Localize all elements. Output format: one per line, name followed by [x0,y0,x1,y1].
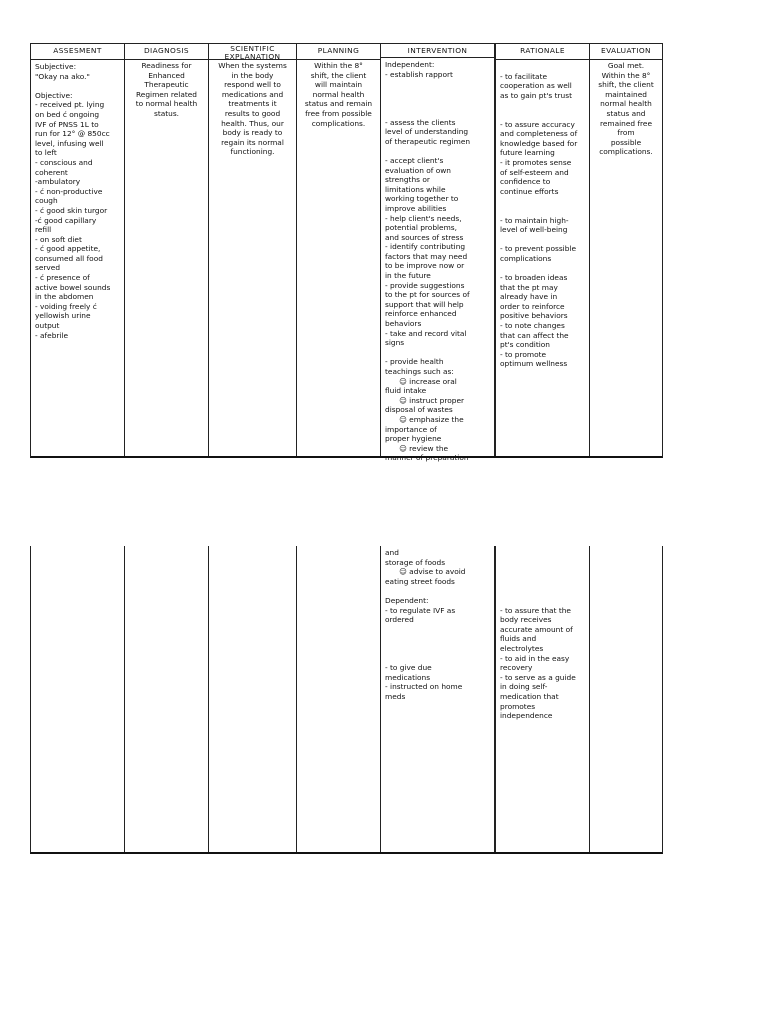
planning-header: PLANNING [297,44,380,60]
rationale-column [496,44,590,456]
rationale-cell: - to facilitate cooperation as well as to gain pt's trust - to assure accuracy and completeness of knowledge based for future learning - it promotes sense of self-esteem and confidence to continue efforts - to maintain high- level of well-being - to prevent possible complications - to broaden ideas that the pt may already have in order to reinforce positive behaviors - to note changes that can affect the pt's condition - to promote optimum wellness [500,71,578,369]
rationale-header: RATIONALE [496,44,589,60]
assessment-header: ASSESMENT [31,44,124,60]
intervention-column [381,44,496,463]
scientific-explanation-cell: When the systems in the body respond well to medications and treatments it results to good health. Thus, our body is ready to regain its normal functioning. [218,61,287,157]
scientific-explanation-column-continued [209,546,297,852]
intervention-header: INTERVENTION [381,44,494,58]
diagnosis-column-continued [125,546,209,852]
assessment-cell: Subjective: "Okay na ako." Objective: - received pt. lying on bed ć ongoing IVF of PNSS 1L to run for 12° @ 850cc level, infusing well to left - conscious and coherent -ambulatory - ć non-productive cough - ć good skin turgor -ć good capillary refill - on soft diet - ć good appetite, consumed all food served - ć presence of active bowel sounds in the abdomen - voiding freely ć yellowish urine output - afebrile [35,62,111,340]
planning-cell: Within the 8° shift, the client will maintain normal health status and remain free from possible complications. [304,61,373,128]
intervention-cell-continued: and storage of foods ☺ advise to avoid eating street foods Dependent: - to regulate IVF as ordered - to give due medications - instructed on home meds [385,548,466,701]
diagnosis-cell: Readiness for Enhanced Therapeutic Regimen related to normal health status. [135,61,198,118]
evaluation-cell: Goal met. Within the 8° shift, the client maintained normal health status and remained free from possible complications. [598,61,654,157]
planning-column [297,44,381,456]
evaluation-column [590,44,662,456]
rationale-cell-continued: - to assure that the body receives accurate amount of fluids and electrolytes - to aid in the easy recovery - to serve as a guide in doing self- medication that promotes independence [500,605,576,721]
diagnosis-column [125,44,209,456]
evaluation-header: EVALUATION [590,44,662,60]
assessment-column-continued [31,546,125,852]
care-plan-table-page-1 [30,43,663,463]
intervention-column-continued [381,546,496,852]
evaluation-column-continued [590,546,662,852]
rationale-column-continued [496,546,590,852]
scientific-explanation-header: SCIENTIFIC EXPLANATION [209,44,296,60]
scientific-explanation-column [209,44,297,456]
diagnosis-header: DIAGNOSIS [125,44,208,60]
assessment-column [31,44,125,456]
care-plan-table-page-2 [30,546,663,854]
planning-column-continued [297,546,381,852]
intervention-cell: Independent: - establish rapport - assess the clients level of understanding of therapeutic regimen - accept client's evaluation of own strengths or limitations while working together to improve abilities - help client's needs, potential problems, and sources of stress - identify contributing factors that may need to be improve now or in the future - provide suggestions to the pt for sources of support that will help reinforce enhanced behaviors - take and record vital signs - provide health teachings such as: ☺ increase oral fluid intake ☺ instruct proper disposal of wastes ☺ emphasize the importance of proper hygiene ☺ review the manner of preparation [385,60,471,463]
